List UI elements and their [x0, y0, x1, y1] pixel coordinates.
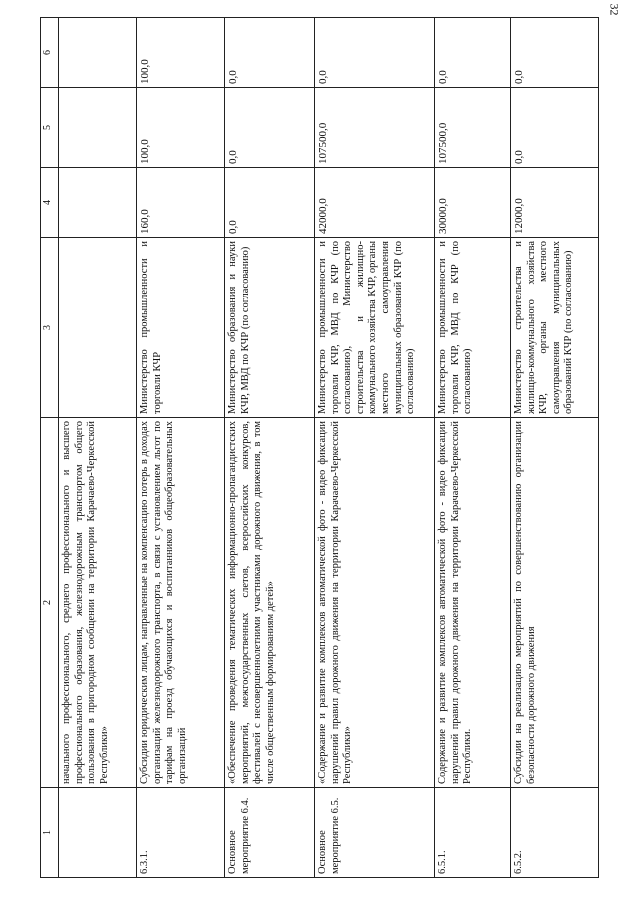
name-cell: Содержание и развитие комплексов автоматической фото - видео фиксации нарушений правил дорожного движения на территории Карачаево-Черкесской Республики.: [435, 418, 511, 788]
header-cell: 4: [41, 168, 59, 238]
value-cell: 30000,0: [435, 168, 511, 238]
header-cell: 6: [41, 18, 59, 88]
value-cell: 0,0: [225, 18, 315, 88]
table-row: [435, 18, 511, 878]
value-cell: 42000,0: [315, 168, 435, 238]
header-cell: 2: [41, 418, 59, 788]
value-cell: [59, 18, 137, 88]
program-table: [40, 17, 599, 878]
executor-cell: [59, 238, 137, 418]
header-cell: 1: [41, 788, 59, 878]
value-cell: 100,0: [137, 18, 225, 88]
value-cell: 0,0: [511, 18, 599, 88]
name-cell: Субсидии на реализацию мероприятий по совершенствованию организации безопасности дорожного движения: [511, 418, 599, 788]
executor-cell: Министерство промышленности и торговли КЧР, МВД по КЧР (по согласованию), Министерство строительства и жилищно-коммунального хозяйства КЧР, органы местного самоуправления муниципальных образований КЧР (по согласованию): [315, 238, 435, 418]
rotated-page: [40, 18, 605, 878]
code-cell: 6.5.2.: [511, 788, 599, 878]
value-cell: 0,0: [315, 18, 435, 88]
value-cell: [59, 88, 137, 168]
value-cell: 0,0: [225, 88, 315, 168]
table-row: [315, 18, 435, 878]
value-cell: 160,0: [137, 168, 225, 238]
executor-cell: Министерство промышленности и торговли КЧР, МВД по КЧР (по согласованию): [435, 238, 511, 418]
executor-cell: Министерство образования и науки КЧР, МВД по КЧР (по согласованию): [225, 238, 315, 418]
code-cell: [59, 788, 137, 878]
code-cell: Основное мероприятие 6.4.: [225, 788, 315, 878]
value-cell: 107500,0: [435, 88, 511, 168]
table-row: [511, 18, 599, 878]
value-cell: 0,0: [225, 168, 315, 238]
value-cell: 0,0: [435, 18, 511, 88]
code-cell: 6.3.1.: [137, 788, 225, 878]
name-cell: «Содержание и развитие комплексов автоматической фото - видео фиксации нарушений правил дорожного движения на территории Карачаево-Черкесской Республики»: [315, 418, 435, 788]
code-cell: Основное мероприятие 6.5.: [315, 788, 435, 878]
table-row: [225, 18, 315, 878]
page-number: 32: [607, 3, 622, 16]
value-cell: 107500,0: [315, 88, 435, 168]
value-cell: 100,0: [137, 88, 225, 168]
executor-cell: Министерство строительства и жилищно-коммунального хозяйства КЧР, органы местного самоуправления муниципальных образований КЧР (по согласованию): [511, 238, 599, 418]
name-cell: начального профессионального, среднего профессионального и высшего профессионального образования, железнодорожным транспортом общего пользования в пригородном сообщении на территории Карачаево-Черкесской Республики»: [59, 418, 137, 788]
value-cell: 12000,0: [511, 168, 599, 238]
header-cell: 5: [41, 88, 59, 168]
name-cell: «Обеспечение проведения тематических информационно-пропагандистских мероприятий, межгосударственных слетов, всероссийских конкурсов, фестивалей с несовершеннолетними участниками дорожного движения, в том числе общественным формированиям детей»: [225, 418, 315, 788]
header-row: [41, 18, 59, 878]
executor-cell: Министерство промышленности и торговли КЧР: [137, 238, 225, 418]
header-cell: 3: [41, 238, 59, 418]
table-row: [59, 18, 137, 878]
name-cell: Субсидии юридическим лицам, направленные на компенсацию потерь в доходах организаций железнодорожного транспорта, в связи с установлением льгот по тарифам на проезд обучающихся и воспитанников общеобразовательных организаций: [137, 418, 225, 788]
value-cell: 0,0: [511, 88, 599, 168]
code-cell: 6.5.1.: [435, 788, 511, 878]
value-cell: [59, 168, 137, 238]
table-row: [137, 18, 225, 878]
